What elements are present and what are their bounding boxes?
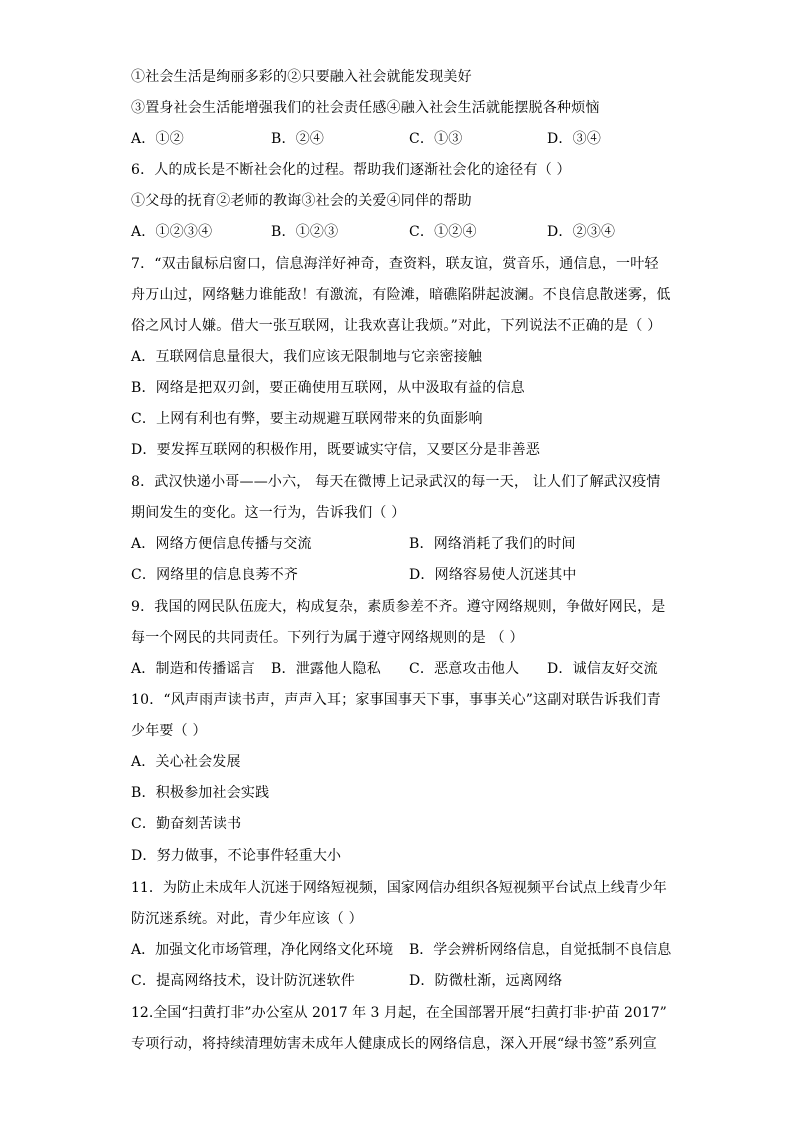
q8-question-line-2: 期间发生的变化。这一行为，告诉我们（ ） xyxy=(131,505,406,521)
q8-option-d: D．网络容易使人沉迷其中 xyxy=(409,567,577,583)
q10-question-line-1: 10．“风声雨声读书声，声声入耳；家事国事天下事，事事关心”这副对联告诉我们青 xyxy=(131,692,661,708)
q7-question-line-3: 俗之风讨人嫌。借大一张互联网，让我欢喜让我烦。”对此，下列说法不正确的是（ ） xyxy=(131,318,662,334)
q11-option-a: A．加强文化市场管理，净化网络文化环境 xyxy=(131,942,394,958)
q10-option-d: D．努力做事，不论事件轻重大小 xyxy=(131,848,342,864)
q10-option-b: B．积极参加社会实践 xyxy=(131,785,270,801)
q6-option-d: D．②③④ xyxy=(547,224,616,240)
q9-option-b: B．泄露他人隐私 xyxy=(271,661,381,677)
q8-options-row-1 xyxy=(131,534,671,554)
q9-option-a: A．制造和传播谣言 xyxy=(131,661,255,677)
q6-option-c: C．①②④ xyxy=(409,224,477,240)
q8-option-c: C．网络里的信息良莠不齐 xyxy=(131,567,299,583)
q12-question-line-1: 12.全国“扫黄打非”办公室从 2017 年 3 月起，在全国部署开展“扫黄打非·护苗 2017” xyxy=(131,1005,667,1021)
q10-question-line-2: 少年要（ ） xyxy=(131,723,207,739)
q7-question-line-1: 7．“双击鼠标启窗口，信息海洋好神奇，查资料，联友谊，赏音乐，通信息，一叶轻 xyxy=(131,256,659,272)
q6-option-a: A．①②③④ xyxy=(131,224,213,240)
q7-option-d: D．要发挥互联网的积极作用，既要诚实守信，又要区分是非善恶 xyxy=(131,442,541,458)
q11-option-c: C．提高网络技术，设计防沉迷软件 xyxy=(131,973,355,989)
q7-option-a: A．互联网信息量很大，我们应该无限制地与它亲密接触 xyxy=(131,349,483,365)
q9-option-d: D．诚信友好交流 xyxy=(547,661,658,677)
q7-option-c: C．上网有利也有弊，要主动规避互联网带来的负面影响 xyxy=(131,411,483,427)
q9-question-line-2: 每一个网民的共同责任。下列行为属于遵守网络规则的是 （ ） xyxy=(131,630,524,646)
q6-option-b: B．①②③ xyxy=(271,224,339,240)
q5-option-b: B．②④ xyxy=(271,131,325,147)
q5-option-a: A．①② xyxy=(131,131,184,147)
q6-question: 6．人的成长是不断社会化的过程。帮助我们逐渐社会化的途径有（ ） xyxy=(131,162,571,178)
q7-option-b: B．网络是把双刃剑，要正确使用互联网，从中汲取有益的信息 xyxy=(131,380,525,396)
q10-option-c: C．勤奋刻苦读书 xyxy=(131,816,242,832)
q12-question-line-2: 专项行动，将持续清理妨害未成年人健康成长的网络信息，深入开展“绿书签”系列宣 xyxy=(131,1036,657,1052)
q11-option-b: B．学会辨析网络信息，自觉抵制不良信息 xyxy=(409,942,672,958)
q8-option-a: A．网络方便信息传播与交流 xyxy=(131,536,312,552)
q11-question-line-1: 11．为防止未成年人沉迷于网络短视频，国家网信办组织各短视频平台试点上线青少年 xyxy=(131,880,667,896)
q11-option-d: D．防微杜渐，远离网络 xyxy=(409,973,563,989)
q6-options xyxy=(131,222,671,242)
q11-options-row-1 xyxy=(131,940,671,960)
q9-options xyxy=(131,659,671,679)
q6-statements: ①父母的抚育②老师的教诲③社会的关爱④同伴的帮助 xyxy=(131,193,472,209)
q9-question-line-1: 9．我国的网民队伍庞大，构成复杂，素质参差不齐。遵守网络规则，争做好网民，是 xyxy=(131,599,666,615)
q9-option-c: C．恶意攻击他人 xyxy=(409,661,520,677)
q5-options xyxy=(131,129,671,149)
q5-statement-1: ①社会生活是绚丽多彩的②只要融入社会就能发现美好 xyxy=(131,69,472,85)
q5-option-d: D．③④ xyxy=(547,131,602,147)
q5-option-c: C．①③ xyxy=(409,131,463,147)
q8-question-line-1: 8．武汉快递小哥——小六， 每天在微博上记录武汉的每一天， 让人们了解武汉疫情 xyxy=(131,474,661,490)
q10-option-a: A．关心社会发展 xyxy=(131,754,241,770)
q11-options-row-2 xyxy=(131,971,671,991)
q7-question-line-2: 舟万山过，网络魅力谁能敌！有激流，有险滩，暗礁陷阱起波澜。不良信息散迷雾，低 xyxy=(131,287,671,303)
q11-question-line-2: 防沉迷系统。对此，青少年应该（ ） xyxy=(131,911,363,927)
q8-option-b: B．网络消耗了我们的时间 xyxy=(409,536,576,552)
q5-statement-2: ③置身社会生活能增强我们的社会责任感④融入社会生活就能摆脱各种烦恼 xyxy=(131,100,600,116)
q8-options-row-2 xyxy=(131,565,671,585)
